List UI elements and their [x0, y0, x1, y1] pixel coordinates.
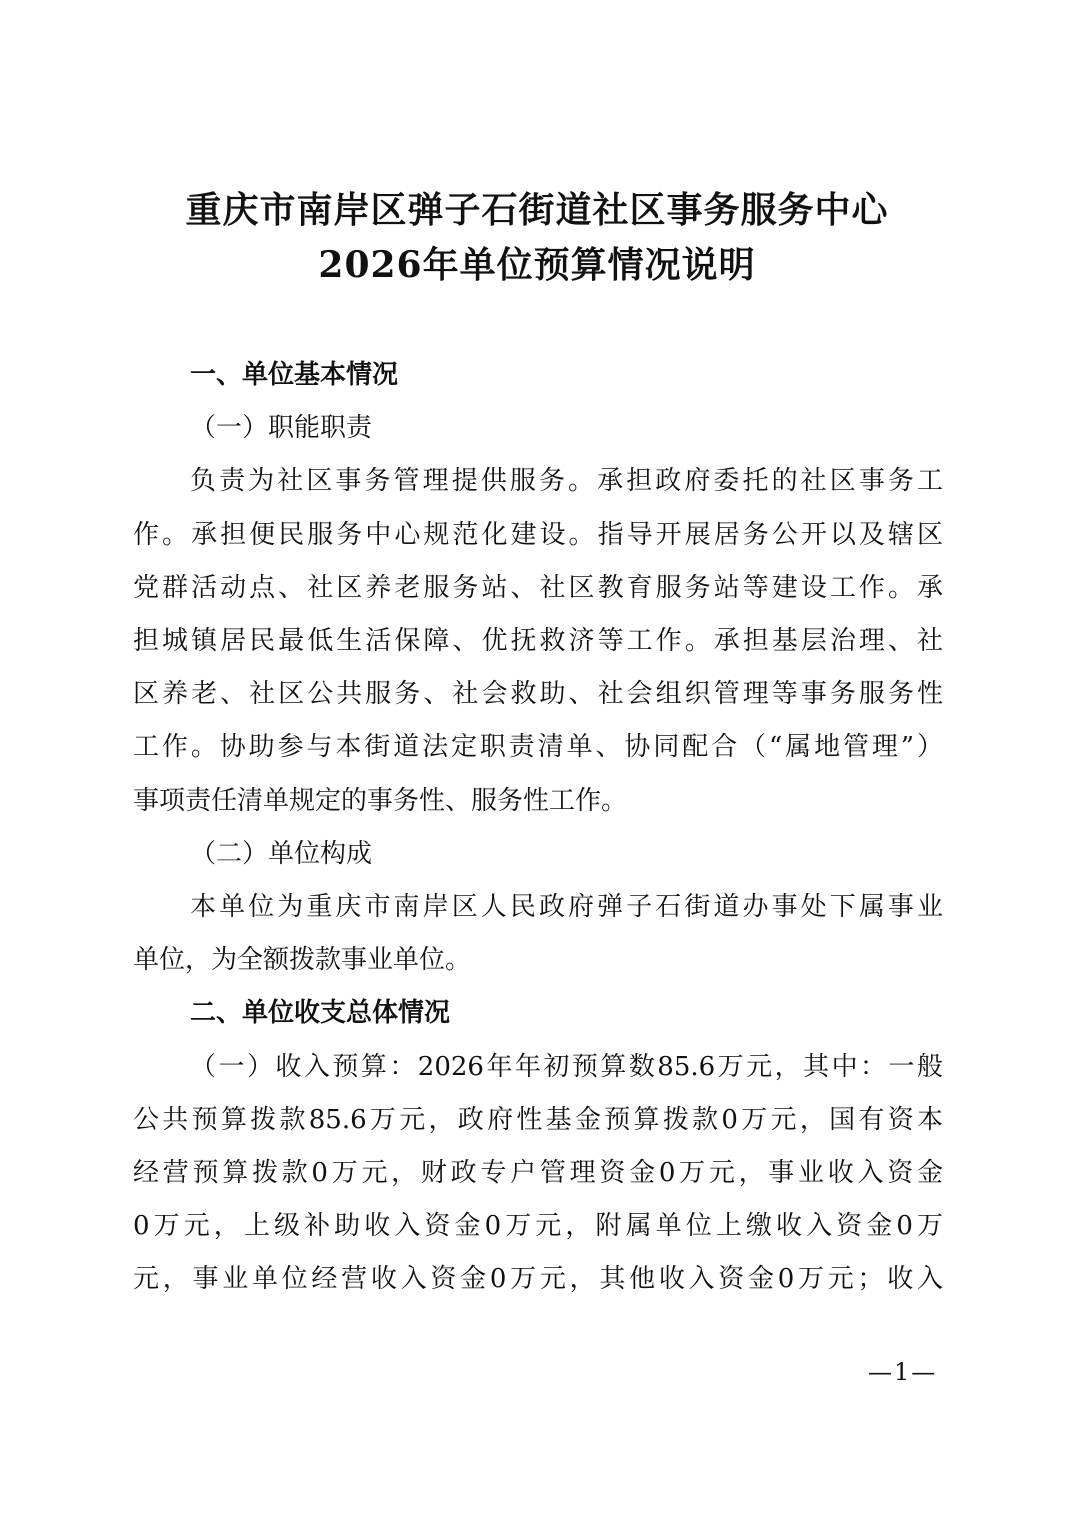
- section-heading: 一、单位基本情况: [190, 360, 399, 390]
- subsection-heading: （一）职能职责: [190, 413, 373, 443]
- paragraph-line: 本单位为重庆市南岸区人民政府弹子石街道办事处下属事业: [190, 892, 943, 922]
- paragraph-line: 经营预算拨款0万元，财政专户管理资金0万元，事业收入资金: [133, 1158, 943, 1188]
- paragraph-line: 负责为社区事务管理提供服务。承担政府委托的社区事务工: [190, 466, 943, 496]
- paragraph-line: （一）收入预算：2026年年初预算数85.6万元，其中：一般: [190, 1052, 943, 1082]
- paragraph-line: 单位，为全额拨款事业单位。: [133, 945, 472, 975]
- paragraph-line: 0万元，上级补助收入资金0万元，附属单位上缴收入资金0万: [133, 1211, 943, 1241]
- subsection-heading: （二）单位构成: [190, 839, 373, 869]
- paragraph-line: 事项责任清单规定的事务性、服务性工作。: [133, 786, 628, 816]
- paragraph-line: 作。承担便民服务中心规范化建设。指导开展居务公开以及辖区: [133, 520, 943, 550]
- paragraph-line: 担城镇居民最低生活保障、优抚救济等工作。承担基层治理、社: [133, 626, 943, 656]
- title-line-2: 2026年单位预算情况说明: [318, 244, 756, 286]
- paragraph-line: 党群活动点、社区养老服务站、社区教育服务站等建设工作。承: [133, 573, 943, 603]
- paragraph-line: 公共预算拨款85.6万元，政府性基金预算拨款0万元，国有资本: [133, 1105, 943, 1135]
- page-number: —1—: [868, 1358, 938, 1386]
- paragraph-line: 工作。协助参与本街道法定职责清单、协同配合（“属地管理”）: [133, 732, 943, 762]
- title-line-1: 重庆市南岸区弹子石街道社区事务服务中心: [185, 189, 889, 231]
- paragraph-line: 元，事业单位经营收入资金0万元，其他收入资金0万元；收入: [133, 1264, 943, 1294]
- section-heading: 二、单位收支总体情况: [190, 998, 451, 1028]
- paragraph-line: 区养老、社区公共服务、社会救助、社会组织管理等事务服务性: [133, 679, 943, 709]
